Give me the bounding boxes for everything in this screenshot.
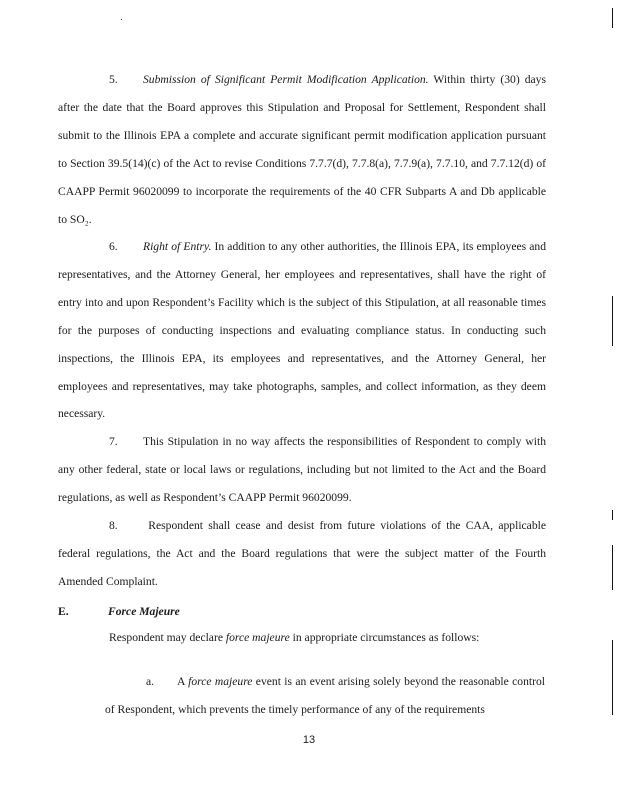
intro-emphasis: force majeure <box>225 631 290 644</box>
scan-edge-mark <box>612 545 613 590</box>
item-text: event is an event arising solely beyond the reasonable control of Respondent, which prevents the timely performance of any of the requirements <box>105 675 545 716</box>
section-heading <box>58 604 258 620</box>
section-intro <box>109 624 549 652</box>
paragraph-heading: Right of Entry. <box>143 240 212 253</box>
page-number: 13 <box>302 734 316 746</box>
list-item-a <box>105 668 545 724</box>
section-title: Force Majeure <box>108 605 180 618</box>
paragraph-number: 8. <box>109 519 118 532</box>
scan-edge-mark <box>612 8 613 28</box>
paragraph-6 <box>58 233 546 428</box>
section-letter: E. <box>58 605 69 618</box>
scan-speck <box>121 19 122 20</box>
paragraph-text: Respondent shall cease and desist from future violations of the CAA, applicable federal regulations, the Act and the Board regulations that were the subject matter of the Fourth Amended Complaint. <box>58 519 546 588</box>
paragraph-5 <box>58 66 546 233</box>
paragraph-number: 7. <box>109 435 118 448</box>
paragraph-number: 5. <box>109 73 118 86</box>
paragraph-8 <box>58 512 546 596</box>
scan-edge-mark <box>612 510 613 520</box>
item-letter: a. <box>146 675 155 688</box>
paragraph-text: In addition to any other authorities, the Illinois EPA, its employees and representatives, and the Attorney General, her employees and representatives, shall have the right of entry into and upon Respondent’s Facility which is the subject of this Stipulation, at all reasonable times for the purposes of conducting inspections and evaluating compliance status. In conducting such inspections, the Illinois EPA, its employees and representatives, and the Attorney General, her employees and representatives, may take photographs, samples, and collect information, as they deem necessary. <box>58 240 546 421</box>
scan-edge-mark <box>612 640 613 715</box>
paragraph-7 <box>58 428 546 512</box>
paragraph-text: Within thirty (30) days after the date that the Board approves this Stipulation and Proposal for Settlement, Respondent shall submit to the Illinois EPA a complete and accurate significant permit modification application pursuant to Section 39.5(14)(c) of the Act to revise Conditions 7.7.7(d), 7.7.8(a), 7.7.9(a), 7.7.10, and 7.7.12(d) of CAAPP Permit 96020099 to incorporate the requirements of the 40 CFR Subparts A and Db applicable to SO₂. <box>58 73 546 226</box>
paragraph-text: This Stipulation in no way affects the responsibilities of Respondent to comply with any other federal, state or local laws or regulations, including but not limited to the Act and the Board regulations, as well as Respondent’s CAAPP Permit 96020099. <box>58 435 546 504</box>
item-emphasis: force majeure <box>188 675 253 688</box>
intro-text: in appropriate circumstances as follows: <box>289 631 480 644</box>
scan-edge-mark <box>612 296 613 346</box>
item-text: A <box>177 675 189 688</box>
paragraph-heading: Submission of Significant Permit Modification Application. <box>143 73 429 86</box>
intro-text: Respondent may declare <box>109 631 226 644</box>
paragraph-number: 6. <box>109 240 118 253</box>
